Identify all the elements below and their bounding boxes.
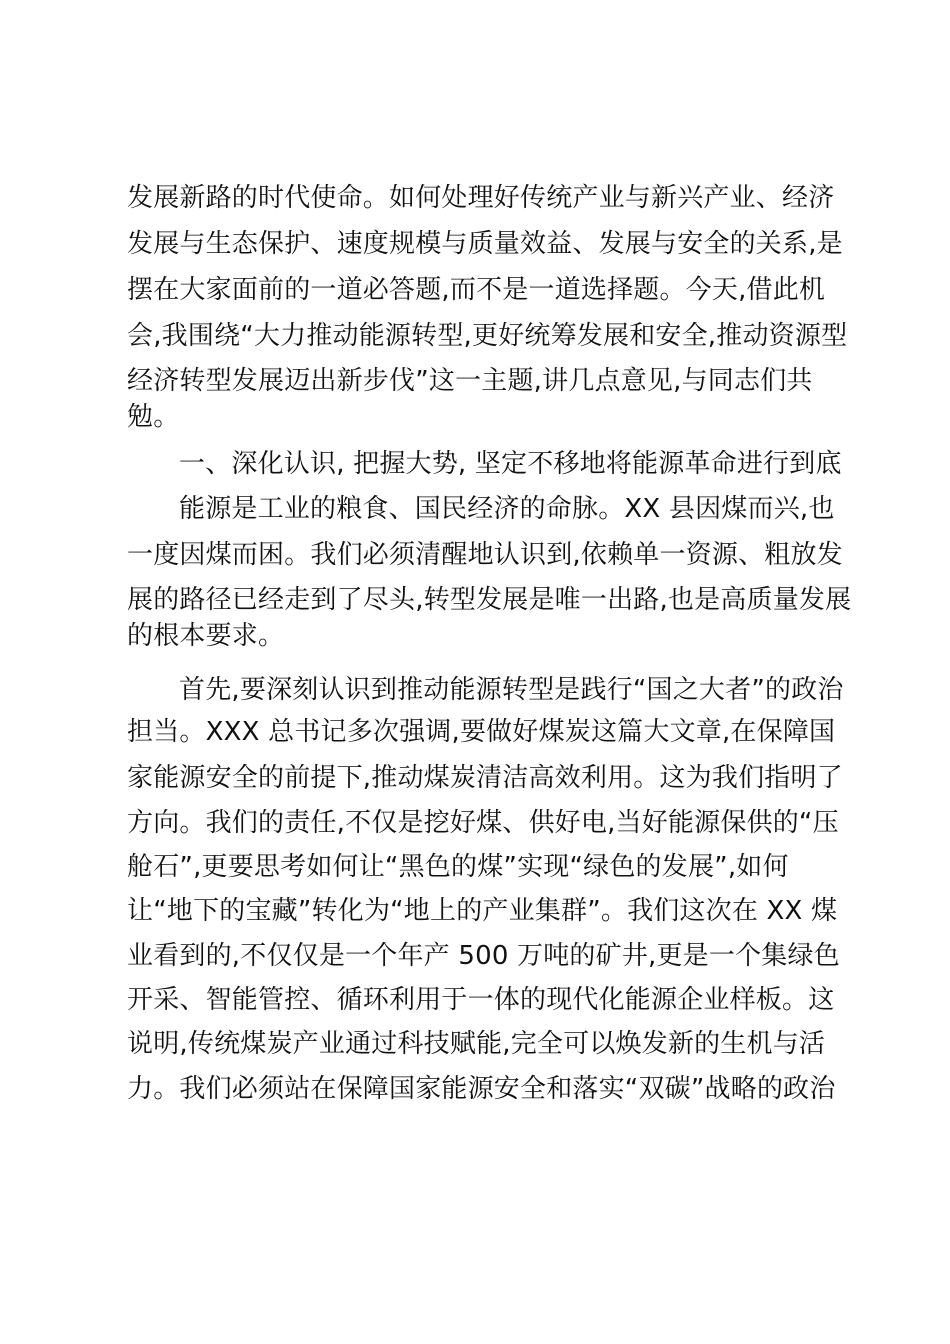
- text-line: 方向。我们的责任,不仅是挖好煤、供好电,当好能源保供的“压: [127, 808, 839, 838]
- text-line: 勉。: [127, 402, 180, 432]
- text-line: 会,我围绕“大力推动能源转型,更好统筹发展和安全,推动资源型: [127, 321, 848, 351]
- text-line: 家能源安全的前提下,推动煤炭清洁高效利用。这为我们指明了: [127, 763, 843, 793]
- text-line: 展的路径已经走到了尽头,转型发展是唯一出路,也是高质量发展: [127, 585, 852, 615]
- text-line: 发展新路的时代使命。如何处理好传统产业与新兴产业、经济: [127, 183, 835, 213]
- text-line: 摆在大家面前的一道必答题,而不是一道选择题。今天,借此机: [127, 275, 826, 305]
- text-line: 一度因煤而困。我们必须清醒地认识到,依赖单一资源、粗放发: [127, 540, 843, 570]
- text-line: 能源是工业的粮食、国民经济的命脉。XX 县因煤而兴,也: [179, 494, 835, 524]
- text-line: 舱石”,更要思考如何让“黑色的煤”实现“绿色的发展”,如何: [127, 852, 789, 882]
- text-line: 业看到的,不仅仅是一个年产 500 万吨的矿井,更是一个集绿色: [127, 941, 840, 971]
- text-line: 担当。XXX 总书记多次强调,要做好煤炭这篇大文章,在保障国: [127, 717, 836, 747]
- text-line: 的根本要求。: [127, 621, 285, 651]
- text-line: 开采、智能管控、循环利用于一体的现代化能源企业样板。这: [127, 985, 835, 1015]
- text-line: 说明,传统煤炭产业通过科技赋能,完全可以焕发新的生机与活: [127, 1029, 826, 1059]
- section-heading: 一、深化认识, 把握大势, 坚定不移地将能源革命进行到底: [179, 449, 842, 479]
- text-line: 发展与生态保护、速度规模与质量效益、发展与安全的关系,是: [127, 229, 843, 259]
- text-line: 力。我们必须站在保障国家能源安全和落实“双碳”战略的政治: [127, 1074, 836, 1104]
- text-line: 让“地下的宝藏”转化为“地上的产业集群”。我们这次在 XX 煤: [127, 896, 838, 926]
- text-line: 首先,要深刻认识到推动能源转型是践行“国之大者”的政治: [179, 675, 844, 705]
- text-line: 经济转型发展迈出新步伐”这一主题,讲几点意见,与同志们共: [127, 366, 813, 396]
